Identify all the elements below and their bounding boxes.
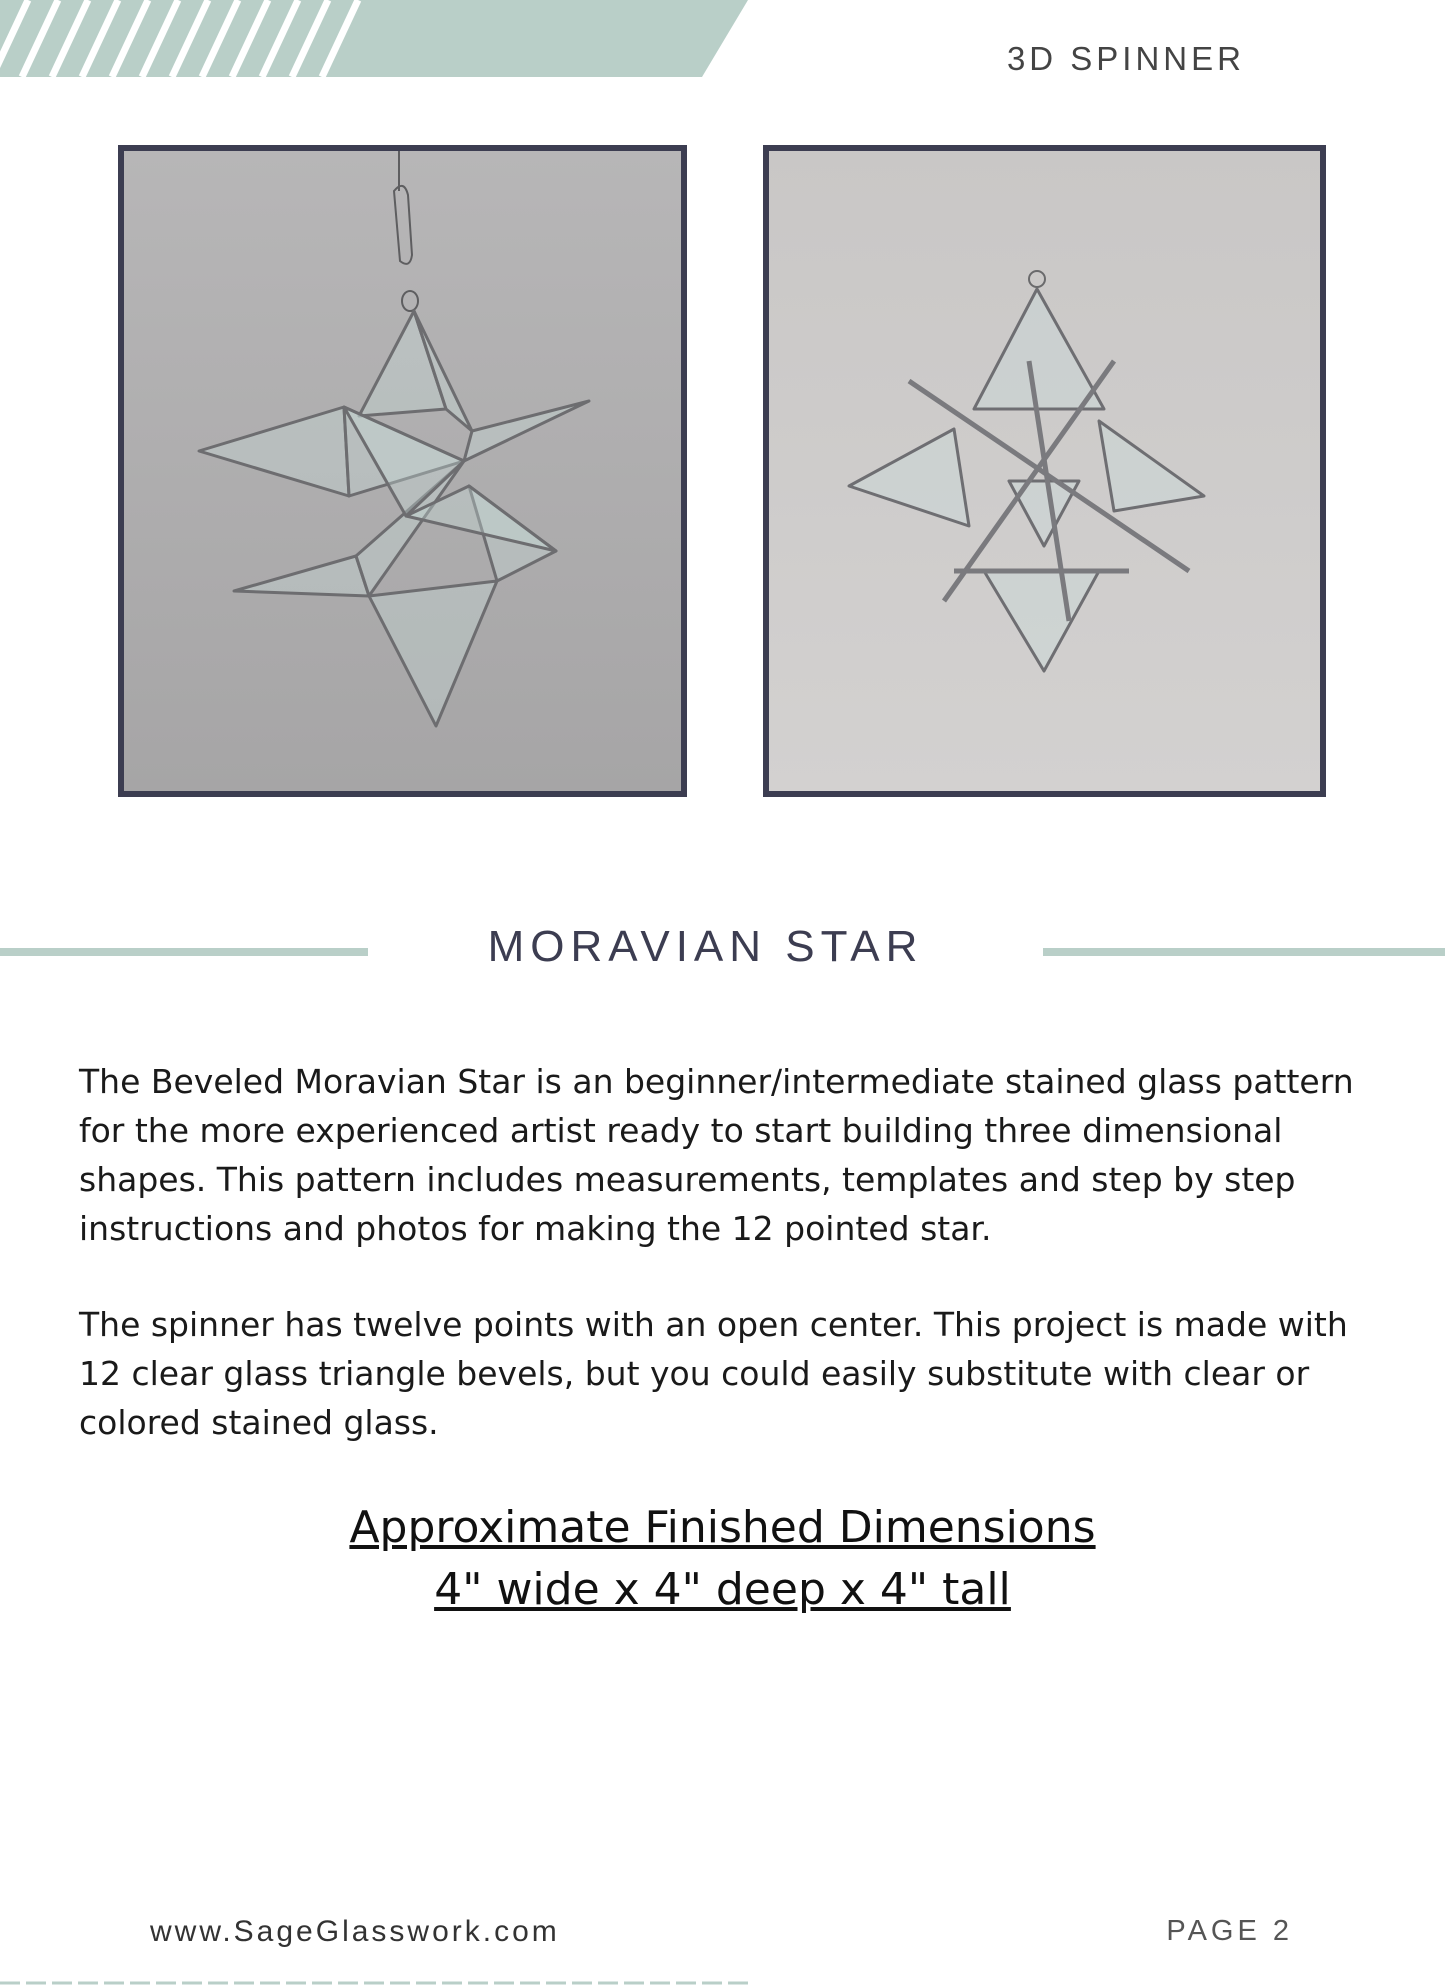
dimensions-value: 4" wide x 4" deep x 4" tall <box>434 1564 1011 1615</box>
description-paragraph: The spinner has twelve points with an open center. This project is made with 12 clear glass triangle bevels, but you could easily substitute with clear or colored stained glass. <box>79 1305 1348 1442</box>
header-stripe-banner <box>0 0 750 78</box>
description-paragraph: The Beveled Moravian Star is an beginner/intermediate stained glass pattern for the more experienced artist ready to start building three dimensional shapes. This pattern includes measurements, templates and step by step instructions and photos for making the 12 pointed star. <box>79 1062 1354 1248</box>
page-number: PAGE 2 <box>1166 1915 1293 1947</box>
title-divider-right <box>1043 948 1445 956</box>
title-divider-left <box>0 948 368 956</box>
standing-star-photo <box>763 145 1326 797</box>
header-title: 3D SPINNER <box>1006 40 1245 77</box>
hanging-star-photo <box>118 145 687 797</box>
footer-stripe <box>0 1978 750 1988</box>
footer-website-link[interactable]: www.SageGlasswork.com <box>150 1915 560 1948</box>
section-title: MORAVIAN STAR <box>487 922 924 971</box>
dimensions-heading: Approximate Finished Dimensions <box>349 1502 1096 1553</box>
dimensions-block <box>0 1497 1445 1621</box>
